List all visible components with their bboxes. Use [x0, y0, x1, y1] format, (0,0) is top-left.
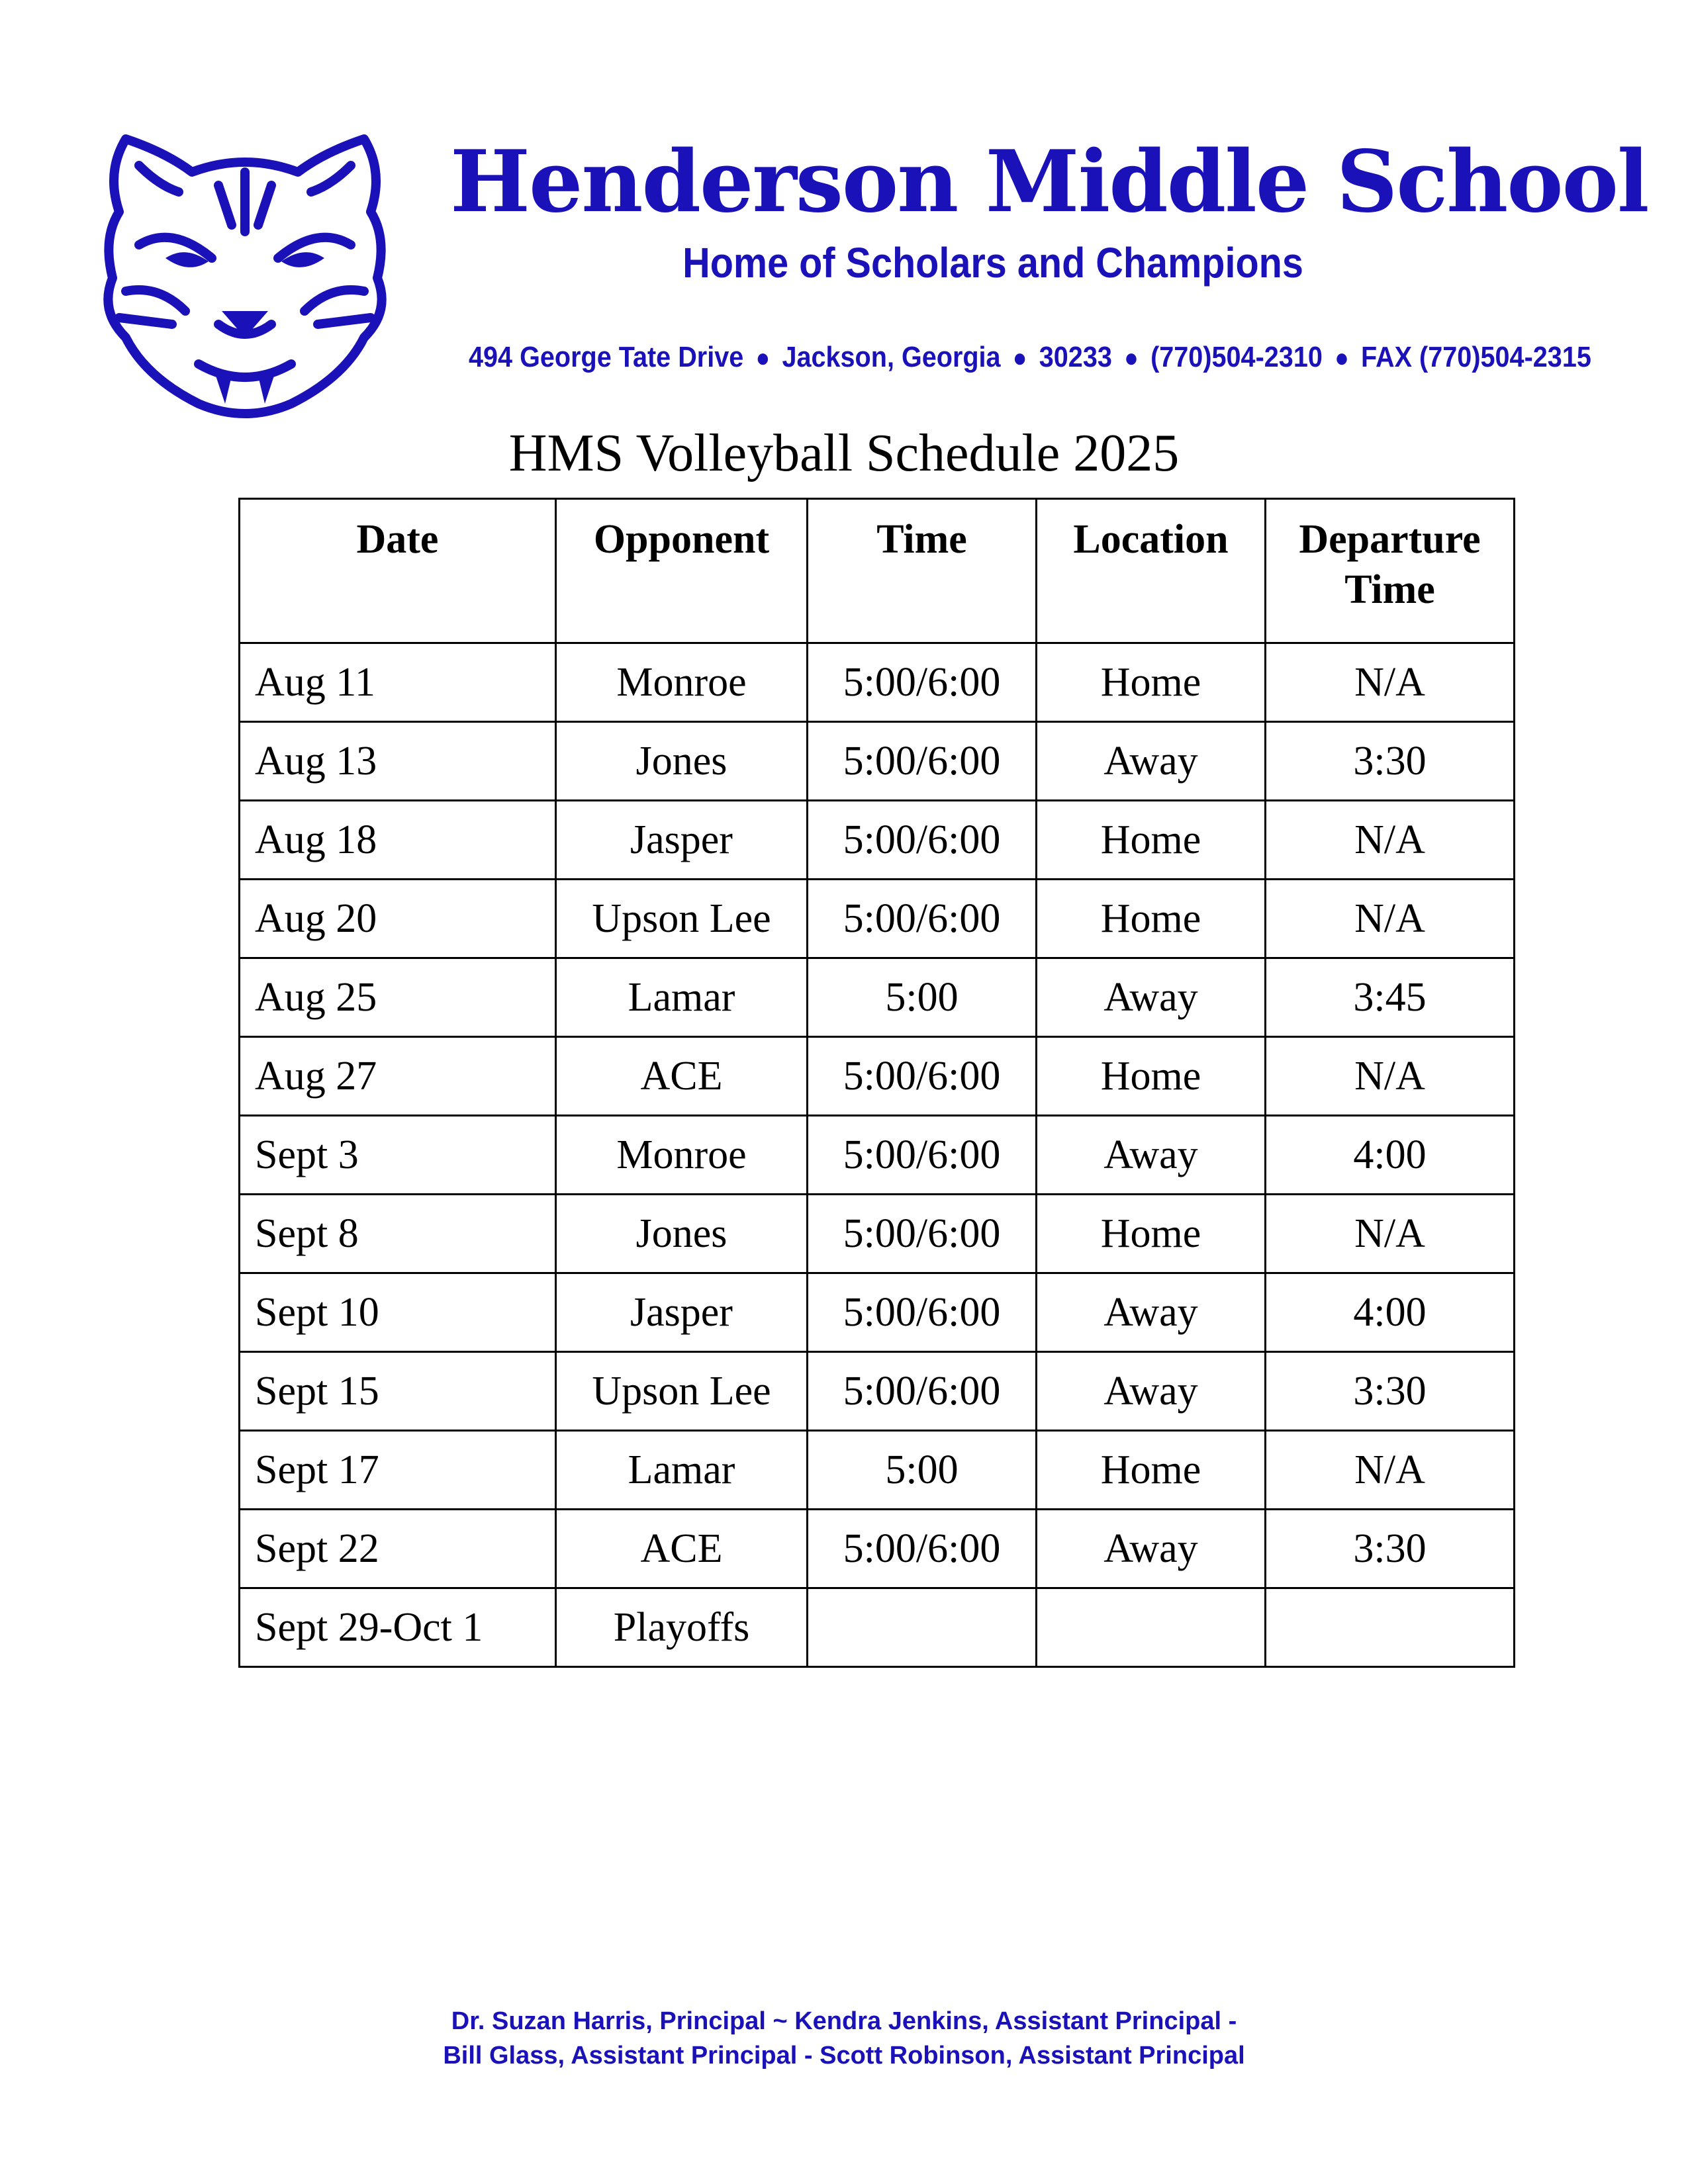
- address-street: 494 George Tate Drive: [469, 341, 744, 373]
- cell-location: [1037, 1588, 1266, 1667]
- bullet-icon: ●: [1012, 343, 1027, 373]
- column-header-departure-time: Departure Time: [1266, 499, 1515, 643]
- cell-departure-time: N/A: [1266, 801, 1515, 880]
- table-row: [240, 1037, 1515, 1116]
- page-title: HMS Volleyball Schedule 2025: [508, 424, 1180, 482]
- cell-departure-time: 4:00: [1266, 1116, 1515, 1195]
- cell-location: Home: [1037, 1431, 1266, 1510]
- cell-date: Aug 27: [240, 1037, 556, 1116]
- table-row: [240, 1195, 1515, 1273]
- cell-time: 5:00: [808, 1431, 1037, 1510]
- cell-date: Sept 8: [240, 1195, 556, 1273]
- footer-line-2: Bill Glass, Assistant Principal - Scott Robinson, Assistant Principal: [443, 2042, 1245, 2070]
- cell-time: 5:00/6:00: [808, 643, 1037, 722]
- bullet-icon: ●: [1124, 343, 1139, 373]
- column-header-location: Location: [1037, 499, 1266, 643]
- cell-time: 5:00/6:00: [808, 1037, 1037, 1116]
- cell-date: Aug 13: [240, 722, 556, 801]
- cell-opponent: Jasper: [556, 801, 808, 880]
- table-row: [240, 958, 1515, 1037]
- table-row: [240, 801, 1515, 880]
- cell-departure-time: 3:30: [1266, 1352, 1515, 1431]
- cell-opponent: Monroe: [556, 1116, 808, 1195]
- table-row: [240, 1510, 1515, 1588]
- cell-date: Sept 3: [240, 1116, 556, 1195]
- cell-opponent: Lamar: [556, 958, 808, 1037]
- cell-location: Home: [1037, 1195, 1266, 1273]
- cell-location: Away: [1037, 1352, 1266, 1431]
- cell-opponent: Jones: [556, 722, 808, 801]
- cell-opponent: Lamar: [556, 1431, 808, 1510]
- cell-date: Aug 11: [240, 643, 556, 722]
- table-row: [240, 1431, 1515, 1510]
- cell-opponent: Monroe: [556, 643, 808, 722]
- bullet-icon: ●: [755, 343, 771, 373]
- address-zip: 30233: [1039, 341, 1112, 373]
- address-phone: (770)504-2310: [1150, 341, 1323, 373]
- cell-time: 5:00/6:00: [808, 1352, 1037, 1431]
- cell-departure-time: N/A: [1266, 880, 1515, 958]
- cell-opponent: Jasper: [556, 1273, 808, 1352]
- cell-date: Aug 25: [240, 958, 556, 1037]
- cell-date: Aug 20: [240, 880, 556, 958]
- cell-time: 5:00: [808, 958, 1037, 1037]
- cell-date: Sept 15: [240, 1352, 556, 1431]
- table-row: [240, 1273, 1515, 1352]
- table-row: [240, 722, 1515, 801]
- cell-opponent: Upson Lee: [556, 880, 808, 958]
- cell-departure-time: 3:30: [1266, 722, 1515, 801]
- address-fax: FAX (770)504-2315: [1361, 341, 1591, 373]
- column-header-time: Time: [808, 499, 1037, 643]
- cell-time: 5:00/6:00: [808, 1116, 1037, 1195]
- cell-location: Home: [1037, 1037, 1266, 1116]
- cell-departure-time: 3:30: [1266, 1510, 1515, 1588]
- cell-location: Away: [1037, 1510, 1266, 1588]
- cell-time: 5:00/6:00: [808, 1273, 1037, 1352]
- table-row: [240, 1116, 1515, 1195]
- footer-line-1: Dr. Suzan Harris, Principal ~ Kendra Jenkins, Assistant Principal -: [451, 2007, 1237, 2035]
- cell-location: Home: [1037, 643, 1266, 722]
- schedule-table: [238, 498, 1515, 1668]
- cell-location: Home: [1037, 801, 1266, 880]
- tiger-head-icon: [99, 126, 391, 424]
- cell-departure-time: N/A: [1266, 1195, 1515, 1273]
- cell-departure-time: 4:00: [1266, 1273, 1515, 1352]
- cell-time: 5:00/6:00: [808, 722, 1037, 801]
- table-row: [240, 1352, 1515, 1431]
- cell-time: 5:00/6:00: [808, 880, 1037, 958]
- cell-location: Away: [1037, 958, 1266, 1037]
- cell-opponent: ACE: [556, 1037, 808, 1116]
- cell-date: Sept 17: [240, 1431, 556, 1510]
- cell-location: Away: [1037, 1273, 1266, 1352]
- cell-location: Away: [1037, 1116, 1266, 1195]
- cell-departure-time: N/A: [1266, 643, 1515, 722]
- bullet-icon: ●: [1335, 343, 1349, 373]
- cell-date: Sept 22: [240, 1510, 556, 1588]
- cell-departure-time: N/A: [1266, 1431, 1515, 1510]
- cell-time: 5:00/6:00: [808, 801, 1037, 880]
- table-row: [240, 643, 1515, 722]
- school-address: [469, 341, 1591, 374]
- cell-date: Aug 18: [240, 801, 556, 880]
- cell-date: Sept 29-Oct 1: [240, 1588, 556, 1667]
- cell-opponent: Jones: [556, 1195, 808, 1273]
- footer-staff: [0, 2004, 1688, 2073]
- table-header-row: [240, 499, 1515, 643]
- cell-date: Sept 10: [240, 1273, 556, 1352]
- cell-departure-time: N/A: [1266, 1037, 1515, 1116]
- cell-location: Home: [1037, 880, 1266, 958]
- address-city: Jackson, Georgia: [782, 341, 1001, 373]
- cell-departure-time: [1266, 1588, 1515, 1667]
- school-tagline: Home of Scholars and Champions: [682, 239, 1303, 287]
- school-name: Henderson Middle School: [450, 132, 1648, 232]
- table-row: [240, 880, 1515, 958]
- cell-opponent: ACE: [556, 1510, 808, 1588]
- schedule-body: [240, 643, 1515, 1667]
- cell-time: 5:00/6:00: [808, 1195, 1037, 1273]
- cell-time: [808, 1588, 1037, 1667]
- table-row: [240, 1588, 1515, 1667]
- cell-departure-time: 3:45: [1266, 958, 1515, 1037]
- column-header-opponent: Opponent: [556, 499, 808, 643]
- cell-time: 5:00/6:00: [808, 1510, 1037, 1588]
- column-header-date: Date: [240, 499, 556, 643]
- cell-opponent: Upson Lee: [556, 1352, 808, 1431]
- cell-opponent: Playoffs: [556, 1588, 808, 1667]
- cell-location: Away: [1037, 722, 1266, 801]
